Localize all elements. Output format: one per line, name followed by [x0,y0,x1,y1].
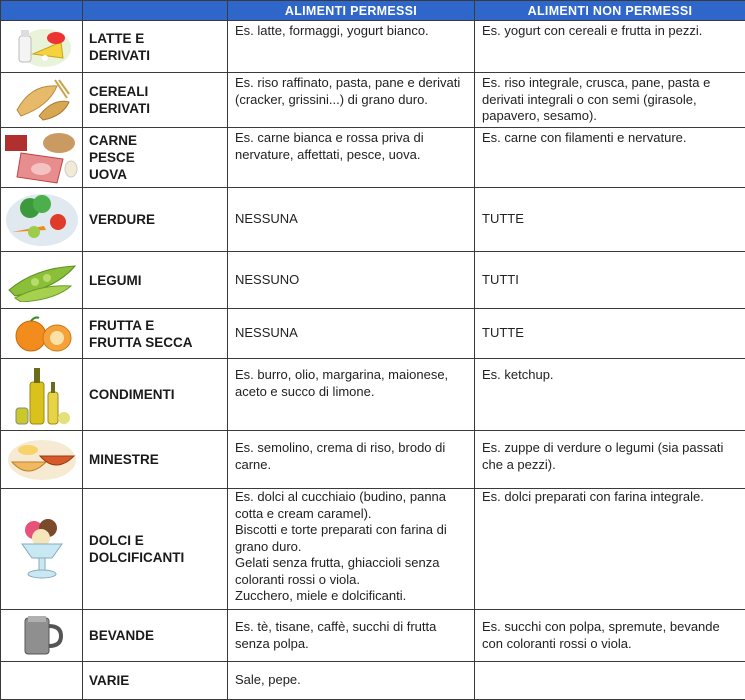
soup-icon [1,431,83,489]
not-allowed-cell [475,662,745,700]
table-row [1,309,745,359]
not-allowed-cell: TUTTI [475,252,745,309]
category-label: CONDIMENTI [83,359,228,431]
header-row [1,1,745,21]
not-allowed-cell: Es. dolci preparati con farina integrale. [475,489,745,610]
table-row [1,252,745,309]
not-allowed-cell: Es. zuppe di verdure o legumi (sia passati che a pezzi). [475,431,745,489]
mug-icon [1,610,83,662]
not-allowed-cell: TUTTE [475,188,745,252]
header-allowed: ALIMENTI PERMESSI [228,1,475,21]
bread-cereals-icon [1,73,83,128]
allowed-cell: Es. latte, formaggi, yogurt bianco. [228,21,475,73]
table-row [1,73,745,128]
allowed-cell: Es. semolino, crema di riso, brodo di carne. [228,431,475,489]
allowed-cell: Es. tè, tisane, caffè, succhi di frutta senza polpa. [228,610,475,662]
header-not-allowed: ALIMENTI NON PERMESSI [475,1,745,21]
table-row [1,128,745,188]
condiments-icon [1,359,83,431]
header-blank-category [83,1,228,21]
table-row [1,662,745,700]
allowed-cell: Es. burro, olio, margarina, maionese, aceto e succo di limone. [228,359,475,431]
allowed-cell: Es. dolci al cucchiaio (budino, panna cotta e cream caramel). Biscotti e torte preparati con farina di grano duro. Gelati senza frutta, ghiaccioli senza coloranti rossi o viola. Zucchero, miele e dolcificanti. [235,489,469,605]
category-label: BEVANDE [83,610,228,662]
table-row [1,610,745,662]
table-row [1,359,745,431]
table-row [1,188,745,252]
vegetables-icon [1,188,83,252]
legumes-icon [1,252,83,309]
allowed-cell: Sale, pepe. [228,662,475,700]
allowed-cell: NESSUNA [228,309,475,359]
allowed-cell: Es. riso raffinato, pasta, pane e derivati (cracker, grissini...) di grano duro. [228,73,475,128]
not-allowed-cell: Es. succhi con polpa, spremute, bevande con coloranti rossi o viola. [475,610,745,662]
dessert-icon [1,489,83,610]
not-allowed-cell: Es. ketchup. [475,359,745,431]
header-blank [1,1,83,21]
table-row [1,489,745,610]
allowed-cell: NESSUNA [228,188,475,252]
table-row [1,21,745,73]
category-label: VERDURE [83,188,228,252]
category-label: VARIE [83,662,228,700]
category-label: CARNE PESCE UOVA [83,128,228,188]
category-label: MINESTRE [83,431,228,489]
category-label: LATTE E DERIVATI [83,21,228,73]
not-allowed-cell: TUTTE [475,309,745,359]
category-label: CEREALI DERIVATI [83,73,228,128]
table-row [1,431,745,489]
meat-fish-eggs-icon [1,128,83,188]
fruit-icon [1,309,83,359]
dairy-icon [1,21,83,73]
category-label: FRUTTA E FRUTTA SECCA [83,309,228,359]
allowed-cell: Es. carne bianca e rossa priva di nervature, affettati, pesce, uova. [228,128,475,188]
category-label: DOLCI E DOLCIFICANTI [83,489,228,610]
empty-icon-cell [1,662,83,700]
not-allowed-cell: Es. carne con filamenti e nervature. [475,128,745,188]
allowed-cell: NESSUNO [228,252,475,309]
not-allowed-cell: Es. yogurt con cereali e frutta in pezzi. [475,21,745,73]
not-allowed-cell: Es. riso integrale, crusca, pane, pasta e derivati integrali o con semi (girasole, papavero, sesamo). [475,73,745,128]
category-label: LEGUMI [83,252,228,309]
